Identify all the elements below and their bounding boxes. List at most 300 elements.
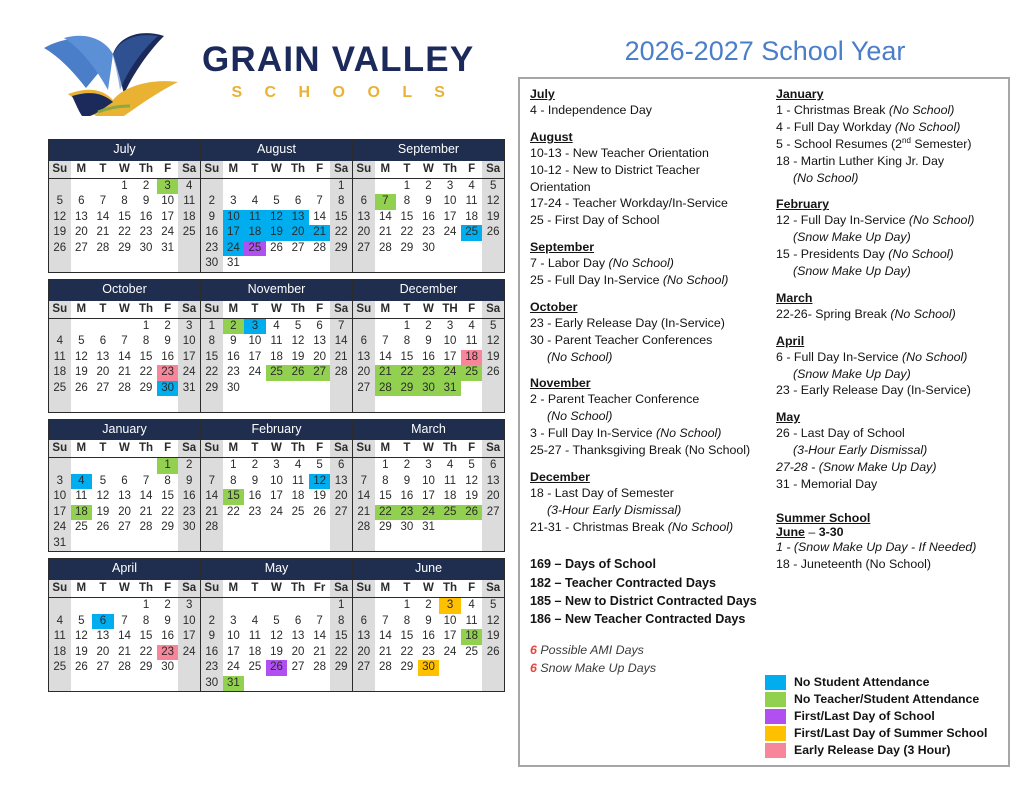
day-cell: 13 — [313, 335, 326, 347]
week-row — [201, 536, 352, 552]
day-cell: 9 — [230, 335, 237, 347]
info-column-left — [530, 87, 766, 759]
day-cell: 10 — [226, 630, 240, 642]
month-title: May — [201, 559, 352, 580]
empty-cell — [309, 256, 331, 272]
empty-cell — [375, 256, 397, 272]
day-cell: 6 — [353, 334, 375, 350]
week-row — [49, 225, 200, 241]
day-cell: 19 — [74, 645, 88, 658]
day-cell: 6 — [330, 458, 352, 474]
day-cell: 24 — [226, 661, 240, 673]
week-row — [201, 241, 352, 257]
day-cell: 14 — [201, 489, 223, 505]
day-cell: 6 — [482, 458, 504, 474]
day-cell: 24 — [49, 520, 71, 536]
empty-cell — [482, 520, 504, 536]
dow-header: T — [92, 440, 114, 458]
empty-cell — [375, 536, 397, 552]
day-cell: 7 — [121, 335, 128, 347]
empty-cell — [439, 536, 461, 552]
dow-header: T — [244, 580, 266, 598]
empty-cell — [201, 396, 223, 412]
week-row — [353, 676, 504, 692]
dow-header: TH — [439, 301, 461, 319]
note-qualifier: (Snow Make Up Day) — [793, 264, 911, 278]
note-qualifier: (No School) — [890, 306, 956, 321]
empty-cell — [482, 396, 504, 412]
day-cell: 9 — [251, 474, 259, 487]
day-cell: 5 — [273, 614, 280, 627]
dow-header: F — [461, 440, 483, 458]
day-cell: 14 — [313, 630, 326, 642]
day-cell: 30 — [422, 241, 435, 254]
day-cell: 24 — [270, 505, 283, 518]
week-row — [49, 536, 200, 552]
empty-cell — [71, 256, 93, 272]
day-cell: 31 — [223, 676, 245, 692]
day-cell: 8 — [382, 474, 389, 487]
empty-cell — [461, 256, 483, 272]
month-day-table — [353, 440, 504, 551]
empty-cell — [92, 458, 114, 474]
empty-cell — [482, 660, 504, 676]
month-december — [353, 280, 504, 412]
empty-cell — [330, 536, 352, 552]
day-cell: 22 — [400, 645, 414, 658]
dow-header: W — [266, 161, 288, 179]
month-june — [353, 559, 504, 691]
dow-header: Su — [353, 440, 375, 458]
day-cell: 3 — [178, 598, 200, 614]
day-cell: 25 — [248, 661, 262, 673]
week-row — [49, 256, 200, 272]
calendar-note: 18 - Last Day of Semester — [530, 485, 674, 500]
empty-cell — [244, 381, 266, 397]
day-cell: 1 — [201, 318, 223, 334]
day-cell: 14 — [378, 210, 392, 223]
empty-cell — [223, 520, 245, 536]
day-cell: 18 — [49, 365, 71, 381]
empty-cell — [396, 676, 418, 692]
empty-cell — [439, 660, 461, 676]
day-cell: 2 — [425, 179, 432, 192]
day-cell: 9 — [164, 614, 171, 627]
dow-header: Su — [201, 440, 223, 458]
month-january — [49, 420, 201, 552]
day-cell: 19 — [49, 225, 71, 241]
day-cell: 18 — [291, 490, 305, 503]
empty-cell — [461, 676, 483, 692]
dow-header: M — [223, 440, 245, 458]
day-cell: 3 — [244, 318, 266, 334]
day-cell: 28 — [330, 365, 352, 381]
week-row — [201, 489, 352, 505]
week-row — [49, 396, 200, 412]
empty-cell — [266, 520, 288, 536]
day-cell: 5 — [49, 194, 71, 210]
day-cell: 28 — [118, 661, 131, 673]
note-qualifier: (No School) — [902, 349, 968, 364]
dow-header: W — [418, 161, 440, 179]
day-cell: 24 — [443, 226, 457, 239]
day-cell: 21 — [139, 505, 153, 518]
day-cell: 24 — [161, 226, 174, 239]
day-cell: 18 — [461, 350, 483, 366]
week-row — [201, 210, 352, 226]
day-cell: 2 — [142, 179, 150, 192]
empty-cell — [92, 396, 114, 412]
dow-header: F — [309, 301, 331, 319]
empty-cell — [114, 396, 136, 412]
day-cell: 12 — [270, 630, 283, 642]
dow-header: F — [157, 161, 179, 179]
calendar-note — [776, 442, 996, 459]
calendar-note — [776, 263, 996, 280]
day-cell: 27 — [291, 661, 305, 673]
dow-header: Su — [353, 580, 375, 598]
day-cell: 12 — [482, 614, 504, 630]
calendar-note: 15 - Presidents Day (No School) — [776, 247, 954, 262]
day-cell: 16 — [139, 210, 153, 223]
legend-color-swatch — [765, 692, 786, 707]
day-cell: 11 — [248, 630, 261, 642]
day-cell: 14 — [118, 350, 131, 363]
dow-header: W — [418, 580, 440, 598]
day-cell: 26 — [482, 645, 504, 661]
dow-header: Sa — [330, 440, 352, 458]
page-title: 2026-2027 School Year — [624, 36, 906, 66]
day-cell: 23 — [178, 505, 200, 521]
empty-cell — [287, 598, 309, 614]
day-cell: 27 — [74, 241, 88, 254]
day-cell: 28 — [96, 241, 110, 254]
month-note-heading: April — [776, 333, 805, 348]
empty-cell — [244, 520, 266, 536]
day-cell: 4 — [468, 319, 475, 332]
day-cell: 17 — [248, 350, 262, 363]
empty-cell — [223, 396, 245, 412]
day-cell: 22 — [330, 225, 352, 241]
dow-header: Sa — [330, 580, 352, 598]
empty-cell — [461, 241, 483, 257]
day-cell: 26 — [96, 521, 110, 534]
day-cell: 10 — [422, 474, 435, 487]
month-september — [353, 140, 504, 272]
day-cell: 9 — [425, 195, 432, 208]
day-cell: 30 — [418, 381, 440, 397]
day-cell: 9 — [425, 335, 432, 347]
empty-cell — [266, 676, 288, 692]
week-row — [201, 365, 352, 381]
day-cell: 6 — [294, 195, 302, 208]
empty-cell — [353, 598, 375, 614]
week-row — [201, 660, 352, 676]
day-cell: 1 — [330, 178, 352, 194]
empty-cell — [482, 256, 504, 272]
month-note-heading: March — [776, 290, 813, 305]
week-row — [201, 458, 352, 474]
day-cell: 20 — [96, 366, 110, 378]
dow-header: Sa — [178, 161, 200, 179]
day-cell: 22 — [201, 365, 223, 381]
dow-header: T — [396, 301, 418, 319]
day-cell: 24 — [443, 645, 457, 658]
month-day-table — [201, 440, 352, 551]
day-cell: 11 — [465, 195, 478, 208]
week-row — [353, 194, 504, 210]
day-cell: 6 — [99, 335, 107, 347]
empty-cell — [92, 318, 114, 334]
day-cell: 30 — [201, 676, 223, 692]
day-cell: 14 — [378, 630, 392, 642]
week-row — [49, 178, 200, 194]
empty-cell — [330, 676, 352, 692]
day-cell: 22 — [226, 505, 240, 518]
empty-cell — [178, 241, 200, 257]
week-row — [201, 598, 352, 614]
day-cell: 14 — [378, 350, 392, 363]
day-cell: 15 — [330, 629, 352, 645]
dow-header: Sa — [482, 440, 504, 458]
day-cell: 27 — [96, 381, 110, 394]
day-cell: 6 — [294, 614, 302, 627]
empty-cell — [396, 256, 418, 272]
day-cell: 9 — [164, 335, 171, 347]
day-cell: 3 — [273, 459, 280, 472]
calendar-note: 2 - Parent Teacher Conference — [530, 392, 700, 407]
day-cell: 2 — [164, 319, 171, 332]
dow-header: Sa — [482, 161, 504, 179]
day-cell: 27 — [482, 505, 504, 521]
calendar-note: 3 - Full Day In-Service (No School) — [530, 426, 722, 441]
week-row — [201, 629, 352, 645]
day-cell: 8 — [142, 614, 150, 627]
day-cell: 12 — [291, 335, 305, 347]
calendar-note: 25 - First Day of School — [530, 213, 660, 228]
day-cell: 23 — [226, 366, 240, 378]
note-qualifier: (No School) — [894, 119, 961, 134]
day-cell: 19 — [74, 366, 88, 378]
day-cell: 25 — [461, 365, 483, 381]
day-cell: 10 — [270, 474, 283, 487]
week-row — [49, 676, 200, 692]
day-cell: 26 — [482, 225, 504, 241]
day-cell: 29 — [330, 241, 352, 257]
empty-cell — [375, 396, 397, 412]
day-cell: 3 — [49, 474, 71, 490]
empty-cell — [418, 676, 440, 692]
day-cell: 28 — [139, 521, 153, 534]
legend-label: First/Last Day of School — [794, 709, 935, 723]
day-cell: 13 — [287, 210, 309, 226]
empty-cell — [287, 396, 309, 412]
week-row — [353, 396, 504, 412]
calendar-quarter — [48, 279, 505, 413]
note-qualifier: (Snow Make Up Day) — [793, 230, 911, 245]
calendar-note — [776, 539, 996, 556]
month-day-table — [353, 301, 504, 412]
day-cell: 10 — [161, 195, 174, 208]
day-cell: 19 — [291, 350, 305, 363]
day-cell: 13 — [482, 474, 504, 490]
day-cell: 26 — [482, 365, 504, 381]
day-cell: 17 — [223, 225, 245, 241]
month-title: January — [49, 420, 200, 441]
day-cell: 23 — [201, 660, 223, 676]
day-cell: 8 — [330, 614, 352, 630]
day-cell: 23 — [422, 645, 435, 658]
empty-cell — [309, 178, 331, 194]
calendar-note: 1 - Christmas Break (No School) — [776, 103, 955, 117]
day-cell: 18 — [270, 350, 283, 363]
month-note-heading: May — [776, 410, 801, 425]
week-row — [353, 505, 504, 521]
empty-cell — [135, 458, 157, 474]
empty-cell — [461, 381, 483, 397]
week-row — [201, 381, 352, 397]
day-cell: 18 — [248, 645, 262, 658]
day-cell: 15 — [400, 210, 414, 223]
day-cell: 3 — [425, 459, 432, 472]
week-row — [353, 350, 504, 366]
day-cell: 10 — [443, 614, 457, 627]
day-cell: 16 — [422, 630, 435, 642]
dow-header: W — [266, 301, 288, 319]
week-row — [49, 458, 200, 474]
day-cell: 27 — [353, 381, 375, 397]
note-qualifier: (No School) — [793, 170, 859, 185]
day-cell: 25 — [74, 521, 88, 534]
day-cell: 21 — [375, 365, 397, 381]
day-cell: 10 — [248, 335, 262, 347]
empty-cell — [439, 396, 461, 412]
day-cell: 19 — [96, 505, 110, 518]
day-cell: 25 — [465, 645, 478, 658]
day-cell: 7 — [382, 335, 389, 347]
day-cell: 19 — [482, 350, 504, 366]
empty-cell — [135, 536, 157, 552]
empty-cell — [49, 598, 71, 614]
day-cell: 13 — [330, 474, 352, 490]
day-cell: 1 — [157, 458, 179, 474]
empty-cell — [309, 676, 331, 692]
empty-cell — [309, 520, 331, 536]
day-cell: 25 — [439, 505, 461, 521]
calendar-note — [530, 502, 760, 519]
week-row — [353, 458, 504, 474]
day-cell: 5 — [482, 598, 504, 614]
day-cell: 4 — [294, 459, 302, 472]
day-cell: 15 — [139, 630, 153, 642]
ami-snow-days — [530, 642, 760, 678]
empty-cell — [71, 676, 93, 692]
day-cell: 11 — [292, 474, 304, 487]
month-august — [201, 140, 353, 272]
empty-cell — [482, 676, 504, 692]
summer-school-range: June – 3-30 — [776, 524, 844, 539]
day-cell: 3 — [446, 319, 454, 332]
day-cell: 15 — [400, 630, 414, 642]
dow-header: M — [375, 161, 397, 179]
empty-cell — [353, 178, 375, 194]
day-cell: 4 — [446, 459, 454, 472]
day-cell: 12 — [482, 334, 504, 350]
calendar-note: Orientation — [530, 179, 591, 194]
day-cell: 11 — [75, 490, 88, 503]
dow-header: Th — [439, 161, 461, 179]
day-cell: 21 — [353, 505, 375, 521]
dow-header: Sa — [178, 301, 200, 319]
dow-header: Th — [135, 161, 157, 179]
dow-header: Sa — [482, 301, 504, 319]
note-qualifier: (No School) — [888, 103, 955, 117]
day-cell: 5 — [316, 459, 323, 472]
day-cell: 7 — [353, 474, 375, 490]
empty-cell — [244, 396, 266, 412]
day-cell: 13 — [353, 350, 375, 366]
day-cell: 19 — [482, 629, 504, 645]
empty-cell — [353, 256, 375, 272]
empty-cell — [266, 381, 288, 397]
day-cell: 7 — [121, 614, 128, 627]
day-cell: 17 — [161, 210, 174, 223]
dow-header: W — [114, 440, 136, 458]
month-title: February — [201, 420, 352, 441]
month-note-heading: November — [530, 376, 591, 391]
summer-school-month: June — [776, 524, 805, 539]
dow-header: Th — [439, 440, 461, 458]
calendar-note — [776, 229, 996, 246]
day-cell: 9 — [201, 629, 223, 645]
day-cell: 7 — [99, 195, 107, 208]
day-cell: 24 — [178, 645, 200, 661]
empty-cell — [114, 458, 136, 474]
week-row — [49, 334, 200, 350]
week-row — [49, 350, 200, 366]
day-cell: 27 — [330, 505, 352, 521]
day-cell: 8 — [330, 194, 352, 210]
week-row — [49, 194, 200, 210]
week-row — [201, 256, 352, 272]
day-cell: 27 — [96, 661, 110, 673]
day-cell: 7 — [316, 195, 323, 208]
legend-color-swatch — [765, 709, 786, 724]
day-cell: 16 — [161, 630, 174, 642]
month-title: December — [353, 280, 504, 301]
day-cell: 31 — [178, 381, 200, 397]
day-cell: 28 — [375, 381, 397, 397]
empty-cell — [396, 536, 418, 552]
dow-header: F — [309, 161, 331, 179]
empty-cell — [287, 381, 309, 397]
dow-header: Su — [201, 161, 223, 179]
logo-name: GRAIN VALLEY — [202, 39, 475, 79]
day-cell: 28 — [313, 661, 326, 673]
calendar-note: 17-24 - Teacher Workday/In-Service — [530, 196, 728, 211]
calendar-note: 10-13 - New Teacher Orientation — [530, 145, 709, 160]
day-cell: 6 — [353, 614, 375, 630]
day-cell: 27 — [353, 241, 375, 257]
dow-header: W — [266, 580, 288, 598]
day-cell: 29 — [139, 661, 153, 673]
day-cell: 21 — [313, 645, 326, 658]
day-cell: 30 — [201, 256, 223, 272]
dow-header: Th — [287, 161, 309, 179]
day-cell: 30 — [226, 381, 240, 394]
day-cell: 22 — [139, 366, 153, 378]
dow-header: Su — [49, 440, 71, 458]
